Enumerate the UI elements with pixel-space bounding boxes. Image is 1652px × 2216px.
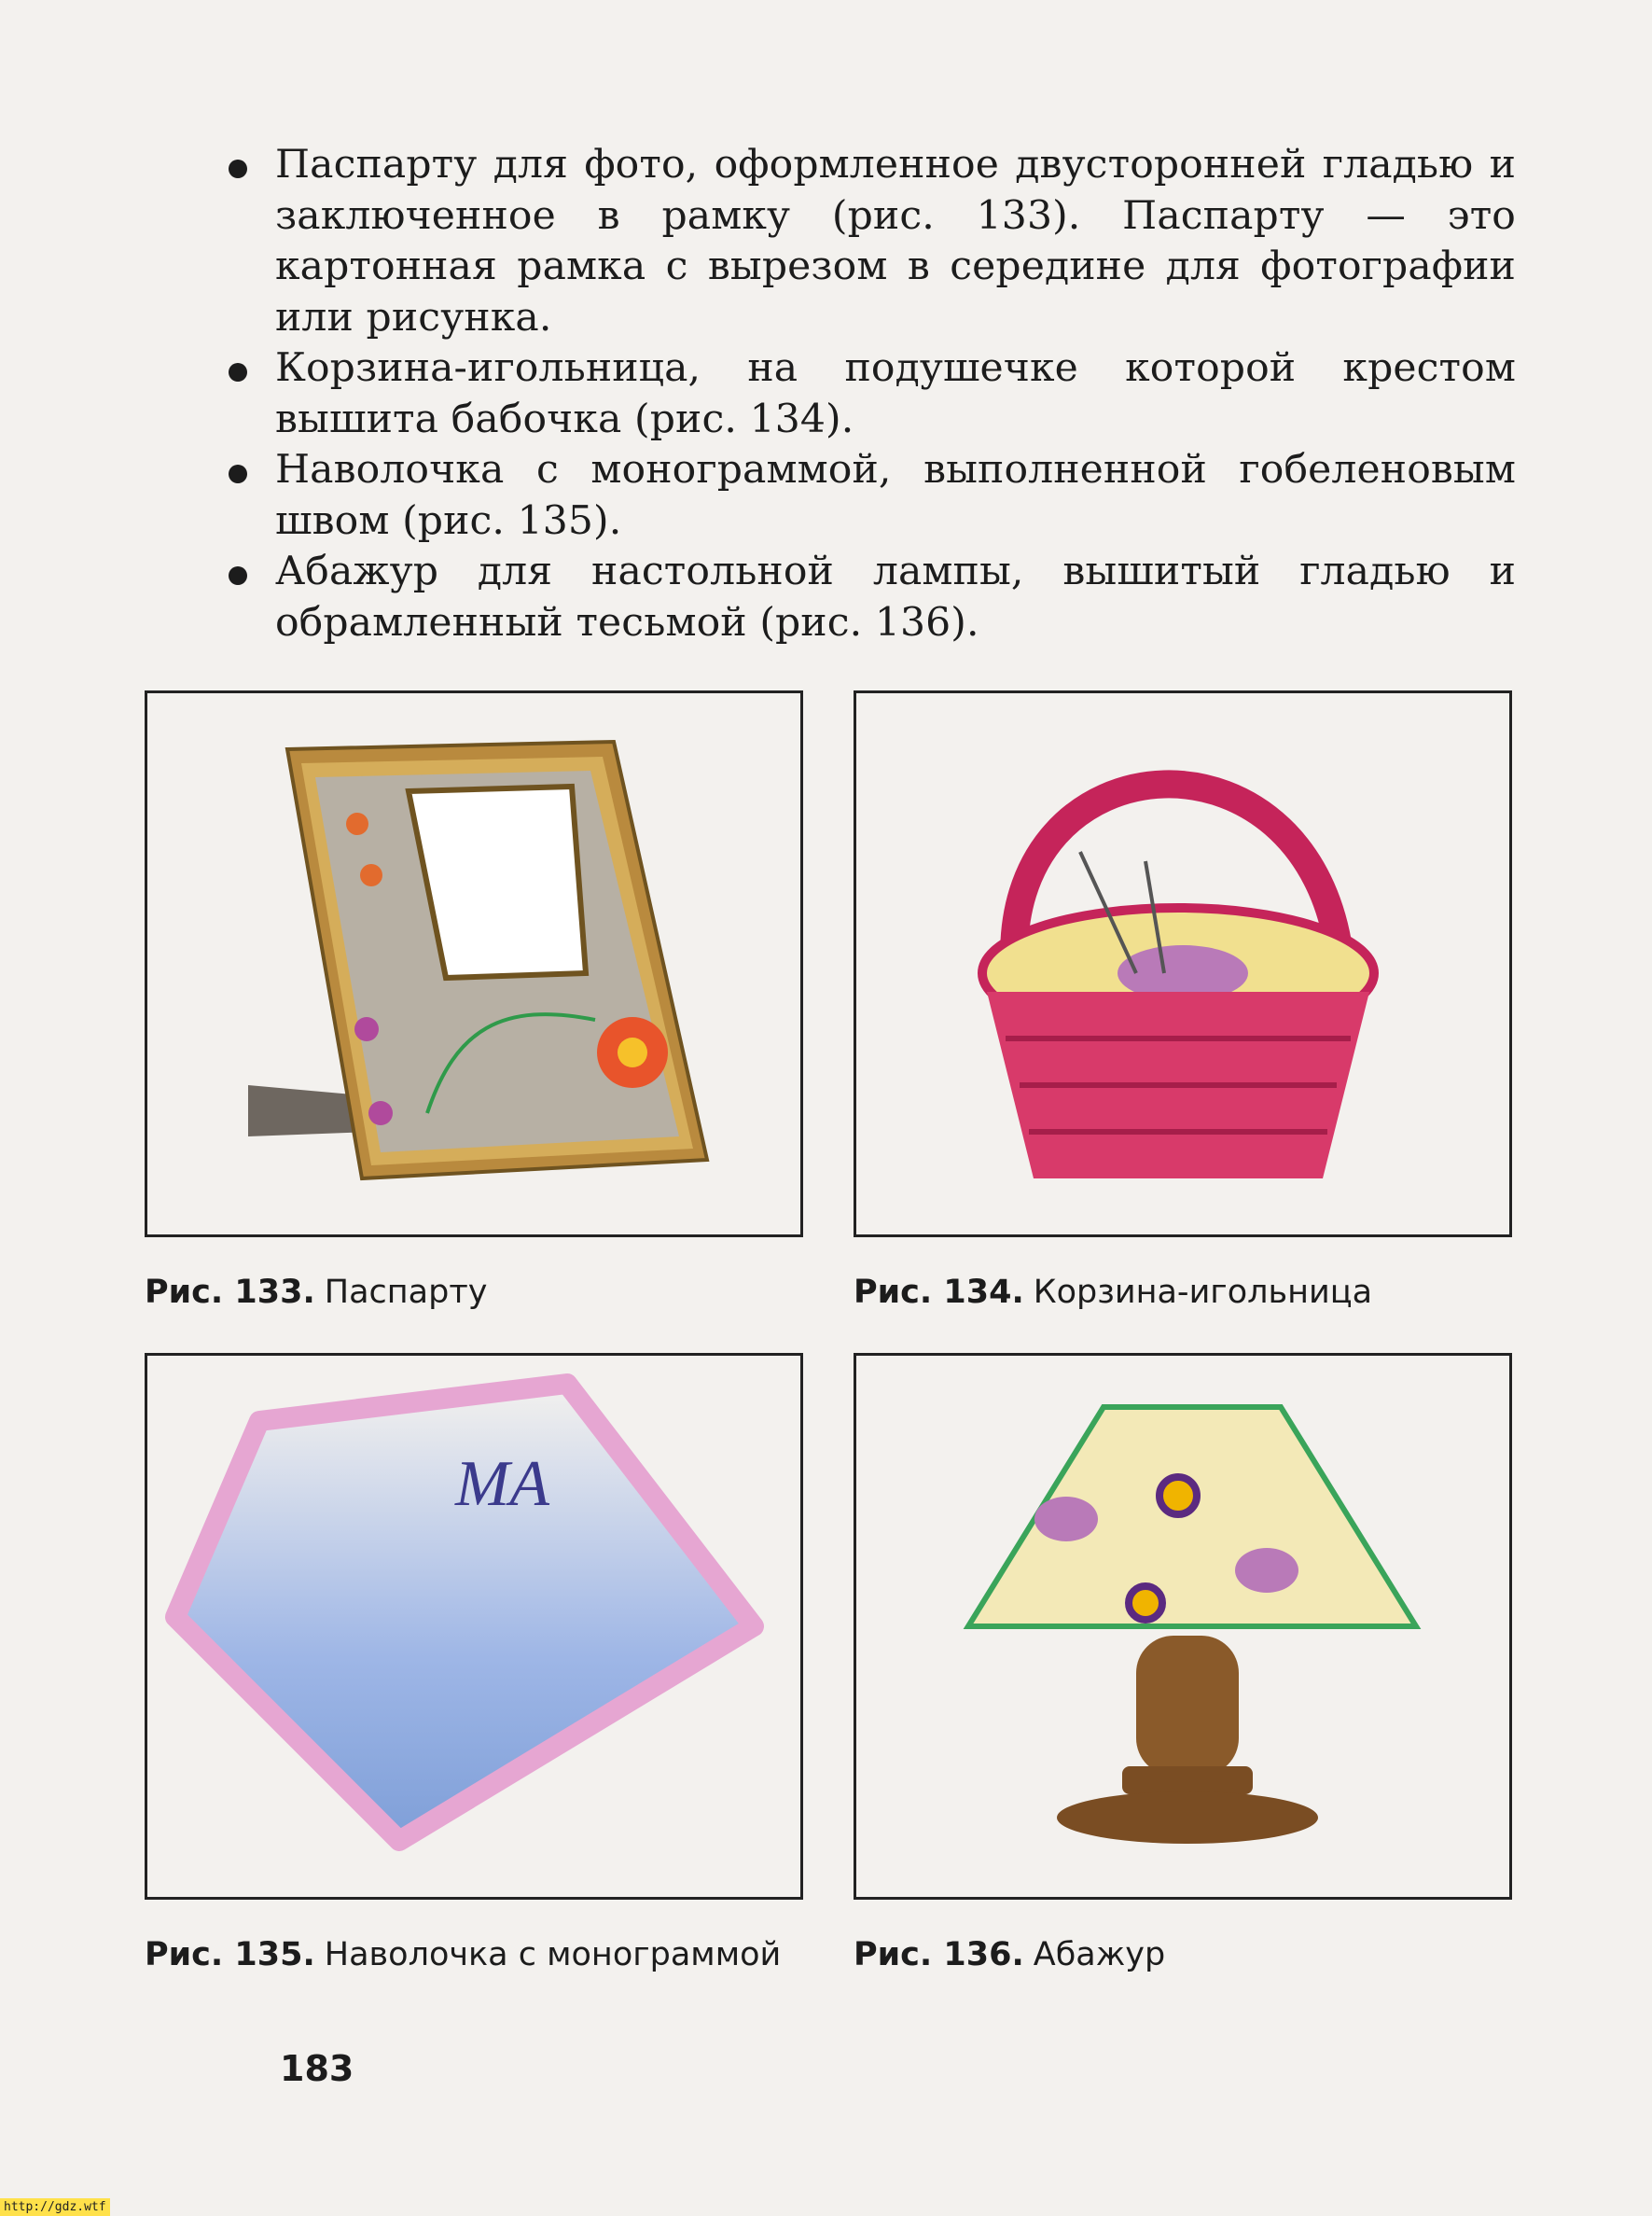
caption-136: Рис. 136. Абажур	[854, 1936, 1166, 1973]
bullet-dot	[229, 363, 247, 382]
embroidered-butterfly	[1235, 1548, 1298, 1593]
figure-135-pillowcase	[145, 1353, 803, 1900]
bullet-dot	[229, 160, 247, 178]
figure-134-basket	[854, 690, 1512, 1237]
figure-136-lampshade	[854, 1353, 1512, 1900]
small-flower	[360, 864, 382, 886]
caption-135: Рис. 135. Наволочка с монограммой	[145, 1936, 782, 1973]
bullet-item: Паспарту для фото, оформленное двусторонней гладью и заключенное в рамку (рис. 133). Паспарту — это картонная рамка с вырезом в середине для фотографии или рисунка.	[275, 140, 1516, 343]
flower-center	[618, 1038, 647, 1067]
small-flower	[368, 1101, 393, 1125]
lamp-base-ring	[1122, 1766, 1253, 1794]
bullet-item: Наволочка с монограммой, выполненной гобеленовым швом (рис. 135).	[275, 445, 1516, 547]
embroidered-flower	[1129, 1586, 1162, 1620]
bullet-item: Корзина-игольница, на подушечке которой крестом вышита бабочка (рис. 134).	[275, 343, 1516, 445]
pillowcase-illustration	[147, 1356, 800, 1897]
small-flower	[354, 1017, 379, 1041]
embroidered-flower	[1159, 1477, 1197, 1514]
bullet-dot	[229, 566, 247, 585]
bullet-item: Абажур для настольной лампы, вышитый гладью и обрамленный тесьмой (рис. 136).	[275, 547, 1516, 648]
lamp-foot	[1057, 1791, 1318, 1844]
figure-133-passepartout	[145, 690, 803, 1237]
bullet-list	[275, 140, 1516, 648]
caption-134: Рис. 134. Корзина-игольница	[854, 1274, 1373, 1311]
passepartout-illustration	[147, 693, 800, 1234]
page-number: 183	[280, 2048, 354, 2089]
small-flower	[346, 813, 368, 835]
lamp-base	[1136, 1636, 1239, 1776]
watermark: http://gdz.wtf	[0, 2198, 110, 2216]
bullet-dot	[229, 465, 247, 483]
monogram: MA	[455, 1448, 550, 1520]
basket-illustration	[856, 693, 1509, 1234]
lampshade-illustration	[856, 1356, 1509, 1897]
embroidered-butterfly	[1034, 1497, 1098, 1541]
caption-133: Рис. 133. Паспарту	[145, 1274, 488, 1311]
